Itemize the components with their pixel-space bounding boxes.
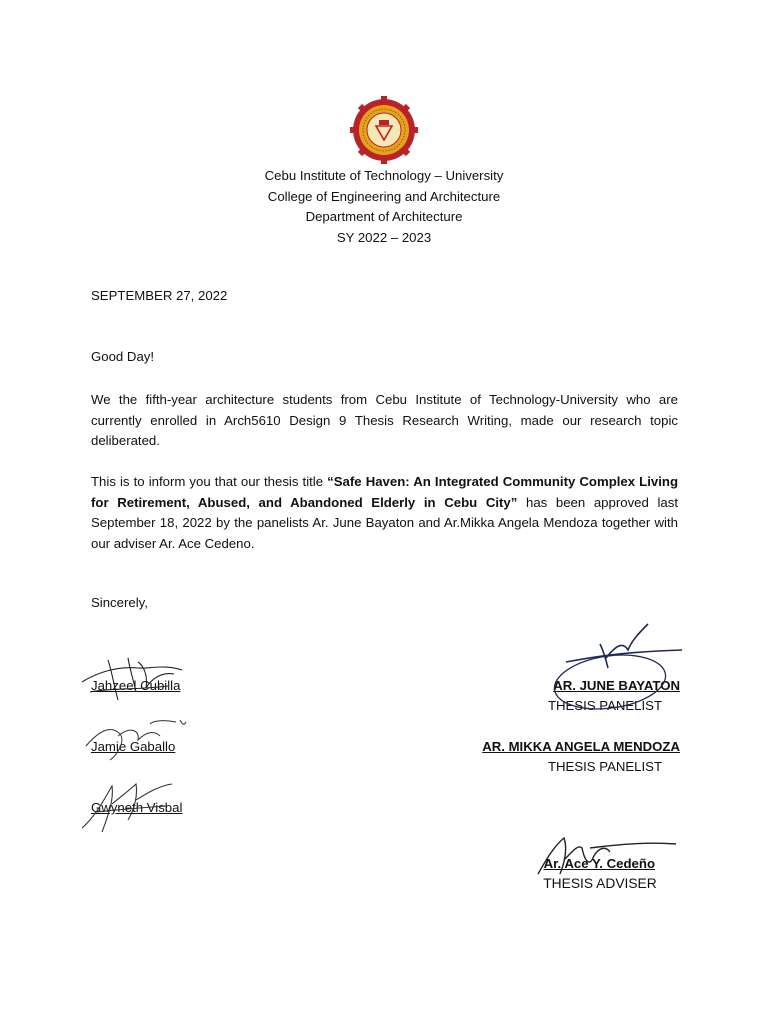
university-seal xyxy=(350,96,418,164)
letter-date: SEPTEMBER 27, 2022 xyxy=(91,288,228,303)
school-year: SY 2022 – 2023 xyxy=(336,229,432,245)
adviser-role: THESIS ADVISER xyxy=(543,876,657,891)
signature-cedeno xyxy=(530,830,680,880)
approval-text-start: This is to inform you that our thesis title xyxy=(91,474,328,489)
student-name: Gwyneth Visbal xyxy=(91,800,183,815)
student-name: Jamie Gaballo xyxy=(91,739,176,754)
institution-name: Cebu Institute of Technology – University xyxy=(264,168,504,183)
paragraph-approval xyxy=(91,472,678,554)
closing: Sincerely, xyxy=(91,595,148,610)
panelist-role: THESIS PANELIST xyxy=(547,759,663,774)
department-name: Department of Architecture xyxy=(305,209,463,224)
paragraph-intro: We the fifth-year architecture students from Cebu Institute of Technology-University who are currently enrolled in Arch5610 Design 9 Thesis Research Writing, made our research topic deliberated. xyxy=(91,392,678,448)
letter-header xyxy=(0,166,768,248)
greeting: Good Day! xyxy=(91,349,155,364)
panelist-name: AR. MIKKA ANGELA MENDOZA xyxy=(482,739,680,754)
panelist-name: AR. JUNE BAYATON xyxy=(553,678,680,693)
panelist-role: THESIS PANELIST xyxy=(547,698,663,713)
adviser-name: Ar. Ace Y. Cedeño xyxy=(543,856,655,871)
approval-text-end: has been approved last September 18, 2022 by the panelists Ar. June Bayaton and Ar.Mikka Angela Mendoza together with our adviser Ar. Ace Cedeno. xyxy=(91,494,678,551)
student-name: Jahzeel Cubilla xyxy=(91,678,181,693)
thesis-title: “Safe Haven: An Integrated Community Complex Living for Retirement, Abused, and Abandoned Elderly in Cebu City” xyxy=(91,474,678,510)
college-name: College of Engineering and Architecture xyxy=(267,188,501,204)
